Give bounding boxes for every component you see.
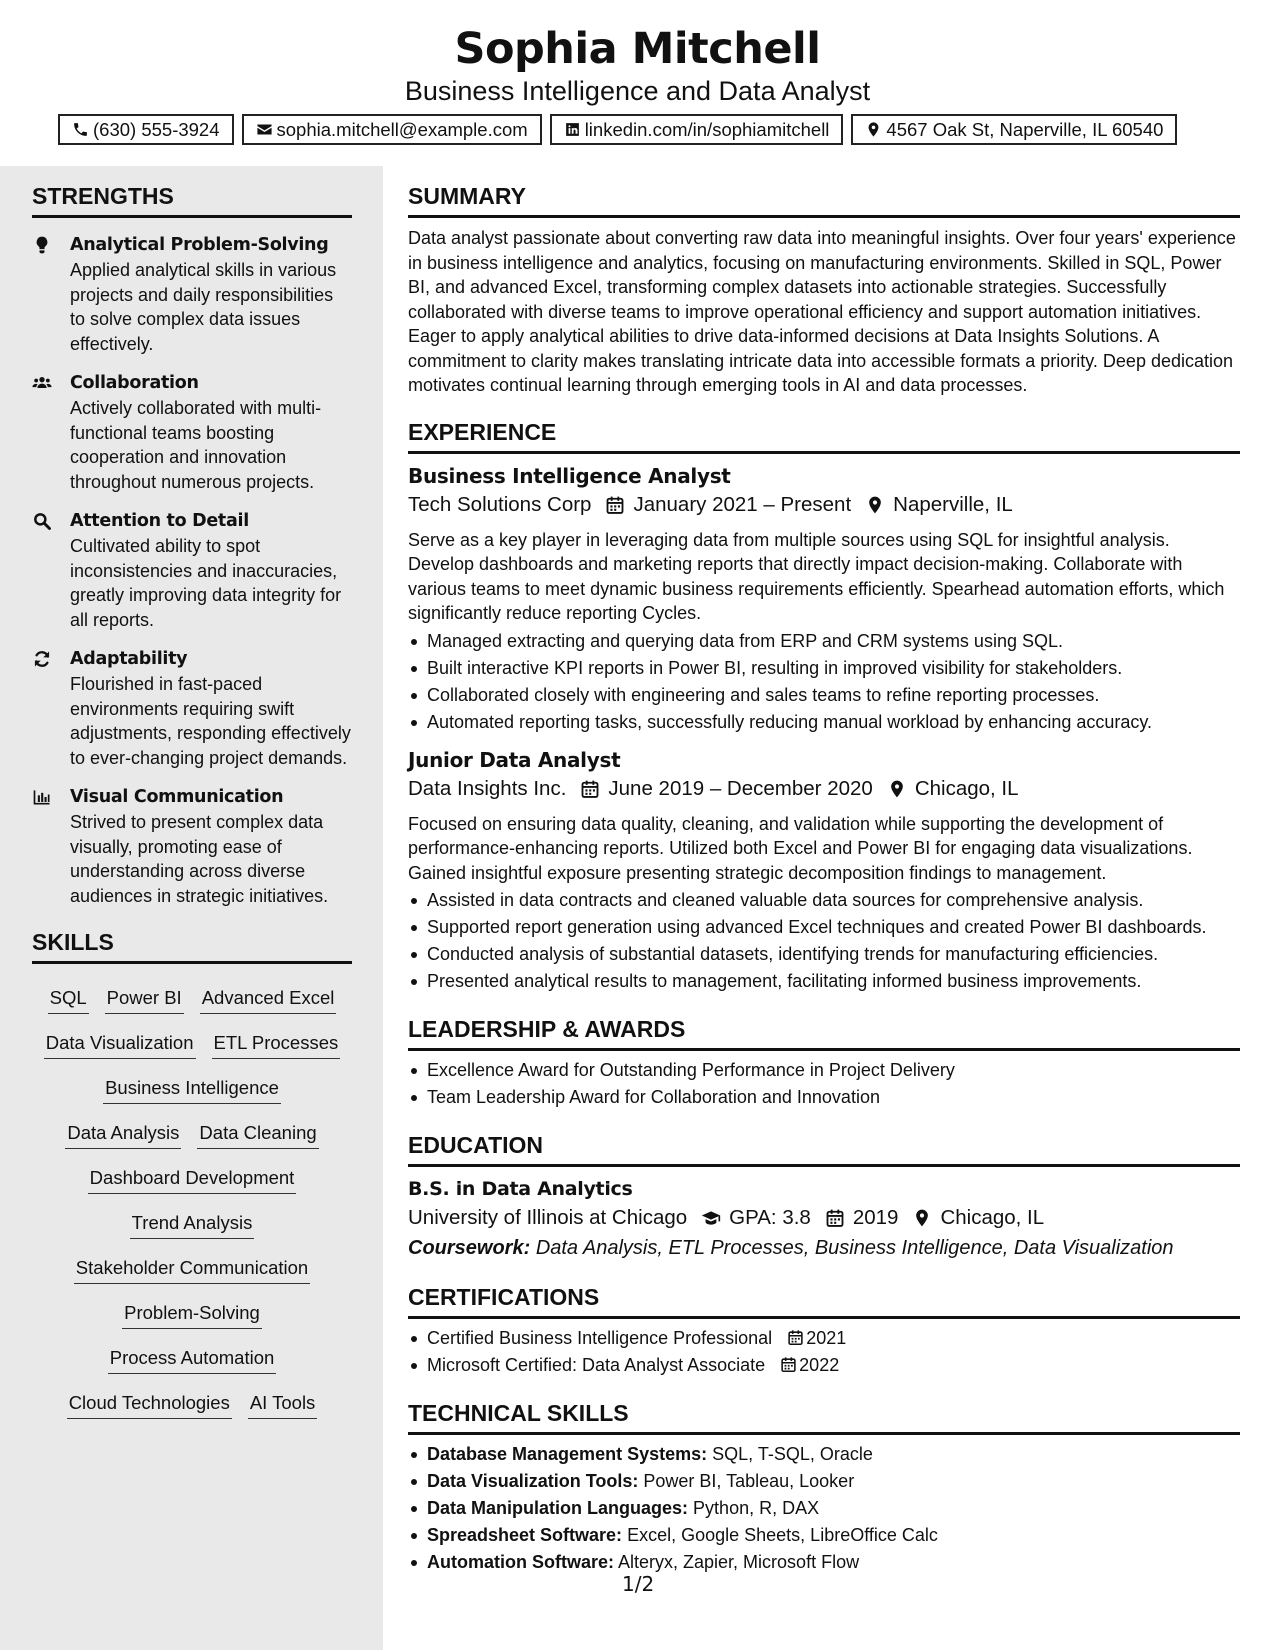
skill-tag: Advanced Excel [200, 986, 337, 1014]
skill-tag: Data Analysis [65, 1121, 181, 1149]
candidate-headline: Business Intelligence and Data Analyst [404, 76, 871, 106]
calendar-icon [825, 1208, 845, 1228]
list-item [408, 1522, 1240, 1549]
skill-tag: AI Tools [248, 1391, 317, 1419]
school-name: University of Illinois at Chicago [408, 1206, 688, 1229]
skills-list [32, 964, 352, 1419]
list-item: Excellence Award for Outstanding Performance in Project Delivery [408, 1057, 1240, 1084]
skill-tag: Problem-Solving [122, 1301, 262, 1329]
strength-item [32, 508, 352, 632]
users-icon [32, 373, 52, 393]
skill-tag: Stakeholder Communication [74, 1256, 310, 1284]
technical-skills-list [408, 1441, 1240, 1576]
bar-chart-icon [32, 787, 52, 807]
job-company: Data Insights Inc. [408, 776, 567, 800]
list-item: Managed extracting and querying data from ERP and CRM systems using SQL. [408, 628, 1240, 655]
skill-tag: Process Automation [108, 1346, 277, 1374]
search-icon [32, 511, 52, 531]
job-title: Junior Data Analyst [408, 747, 621, 772]
graduation-cap-icon [701, 1208, 721, 1228]
sidebar [32, 182, 352, 1419]
candidate-name: Sophia Mitchell [454, 24, 821, 74]
calendar-icon [605, 495, 625, 515]
strength-item [32, 784, 352, 908]
email-text: sophia.mitchell@example.com [276, 118, 528, 140]
job-bullets [408, 887, 1240, 995]
strength-title: Analytical Problem-Solving [70, 235, 329, 255]
resume-header [0, 20, 1275, 106]
job-company: Tech Solutions Corp [408, 492, 592, 516]
job-description: Serve as a key player in leveraging data from multiple sources using SQL for insightful analysis. Develop dashboards and marketing reports that directly impact decision-making. Collaborate with various teams to meet dynamic business requirements efficiently. Spearhead automation efforts, which significantly reduce reporting Cycles. [408, 529, 1225, 623]
gpa: GPA: 3.8 [729, 1206, 811, 1229]
awards-list [408, 1057, 1240, 1111]
tech-values: Power BI, Tableau, Looker [643, 1471, 855, 1491]
list-item: Team Leadership Award for Collaboration and Innovation [408, 1084, 1240, 1111]
map-marker-icon [865, 495, 885, 515]
certification-item [408, 1352, 1240, 1379]
list-item: Assisted in data contracts and cleaned valuable data sources for comprehensive analysis. [408, 887, 1240, 914]
tech-values: Excel, Google Sheets, LibreOffice Calc [627, 1525, 938, 1545]
strength-description: Applied analytical skills in various projects and daily responsibilities to solve complex data issues effectively. [70, 260, 337, 354]
strength-title: Visual Communication [70, 787, 284, 807]
experience-heading: EXPERIENCE [408, 418, 1240, 454]
tech-category: Automation Software: [427, 1552, 614, 1572]
list-item: Supported report generation using advanced Excel techniques and created Power BI dashboards. [408, 914, 1240, 941]
leadership-heading: LEADERSHIP & AWARDS [408, 1015, 1240, 1051]
list-item [408, 1495, 1240, 1522]
job-location: Chicago, IL [914, 776, 1019, 800]
education-meta [408, 1203, 1240, 1233]
tech-category: Spreadsheet Software: [427, 1525, 623, 1545]
strength-description: Flourished in fast-paced environments requiring swift adjustments, responding effectively to ever-changing project demands. [70, 674, 351, 768]
skill-tag: SQL [48, 986, 89, 1014]
certification-year: 2021 [806, 1328, 847, 1348]
strength-description: Cultivated ability to spot inconsistencies and inaccuracies, greatly improving data integrity for all reports. [70, 536, 342, 630]
strength-description: Actively collaborated with multi-functional teams boosting cooperation and innovation throughout numerous projects. [70, 398, 322, 492]
summary-heading: SUMMARY [408, 182, 1240, 218]
calendar-icon [787, 1329, 804, 1346]
certification-item [408, 1325, 1240, 1352]
skill-tag: Trend Analysis [130, 1211, 255, 1239]
tech-category: Data Manipulation Languages: [427, 1498, 689, 1518]
skill-tag: Power BI [105, 986, 184, 1014]
tech-values: SQL, T-SQL, Oracle [712, 1444, 873, 1464]
coursework-label: Coursework: [408, 1237, 531, 1259]
skills-heading: SKILLS [32, 928, 352, 964]
main-content [408, 182, 1240, 1576]
strength-title: Attention to Detail [70, 511, 249, 531]
sync-icon [32, 649, 52, 669]
strength-title: Adaptability [70, 649, 188, 669]
tech-values: Python, R, DAX [693, 1498, 820, 1518]
phone-icon [72, 121, 89, 138]
linkedin-icon [564, 121, 581, 138]
certifications-list [408, 1325, 1240, 1379]
graduation-year: 2019 [852, 1206, 899, 1229]
skill-tag: Cloud Technologies [67, 1391, 232, 1419]
page-number: 1/2 [622, 1572, 655, 1596]
strength-description: Strived to present complex data visually, promoting ease of understanding across diverse audiences in strategic initiatives. [70, 812, 329, 906]
coursework-list: Data Analysis, ETL Processes, Business Intelligence, Data Visualization [535, 1237, 1174, 1259]
list-item: Conducted analysis of substantial datasets, identifying trends for manufacturing efficiencies. [408, 941, 1240, 968]
calendar-icon [780, 1356, 797, 1373]
skill-tag: Data Visualization [44, 1031, 196, 1059]
certification-year: 2022 [799, 1355, 840, 1375]
job-meta [408, 490, 1240, 520]
certifications-heading: CERTIFICATIONS [408, 1283, 1240, 1319]
strength-item [32, 370, 352, 494]
job-dates: January 2021 – Present [633, 492, 852, 516]
contact-email[interactable] [242, 114, 542, 145]
address-text: 4567 Oak St, Naperville, IL 60540 [886, 118, 1164, 140]
job-title: Business Intelligence Analyst [408, 463, 731, 488]
job-location: Naperville, IL [893, 492, 1013, 516]
list-item: Collaborated closely with engineering and sales teams to refine reporting processes. [408, 682, 1240, 709]
strength-item [32, 646, 352, 770]
strengths-heading: STRENGTHS [32, 182, 352, 218]
skill-tag: ETL Processes [212, 1031, 341, 1059]
envelope-icon [256, 121, 273, 138]
contact-linkedin[interactable] [550, 114, 844, 145]
summary-text: Data analyst passionate about converting raw data into meaningful insights. Over four years' experience in business intelligence and analytics, focusing on manufacturing environments. Skilled in SQL, Power BI, and advanced Excel, transforming complex datasets into actionable strategies. Successfully collaborated with diverse teams to improve operational efficiency and support automation initiatives. Eager to apply analytical abilities to drive data-informed decisions at Data Insights Solutions. A commitment to clarity makes translating intricate data into accessible formats a priority. Deep dedication motivates continual learning through emerging tools in AI and data processes. [408, 228, 1236, 395]
job-bullets [408, 628, 1240, 736]
list-item [408, 1549, 1240, 1576]
list-item [408, 1441, 1240, 1468]
list-item: Automated reporting tasks, successfully reducing manual workload by enhancing accuracy. [408, 709, 1240, 736]
certification-name: Microsoft Certified: Data Analyst Associate [427, 1355, 766, 1375]
school-location: Chicago, IL [940, 1206, 1045, 1229]
skill-tag: Business Intelligence [103, 1076, 281, 1104]
job-description: Focused on ensuring data quality, cleaning, and validation while supporting the development of performance-enhancing reports. Utilized both Excel and Power BI for engaging data visualizations. Gained insightful exposure presenting strategic decomposition findings to management. [408, 813, 1193, 883]
degree-title: B.S. in Data Analytics [408, 1178, 633, 1200]
education-heading: EDUCATION [408, 1131, 1240, 1167]
strength-item [32, 232, 352, 356]
strength-title: Collaboration [70, 373, 199, 393]
list-item: Built interactive KPI reports in Power BI, resulting in improved visibility for stakeholders. [408, 655, 1240, 682]
tech-category: Database Management Systems: [427, 1444, 708, 1464]
skill-tag: Data Cleaning [197, 1121, 318, 1149]
certification-name: Certified Business Intelligence Professional [427, 1328, 773, 1348]
contact-bar [58, 114, 1177, 145]
map-marker-icon [865, 121, 882, 138]
list-item [408, 1468, 1240, 1495]
coursework [408, 1233, 1240, 1263]
map-marker-icon [887, 779, 907, 799]
calendar-icon [580, 779, 600, 799]
contact-phone[interactable] [58, 114, 234, 145]
tech-values: Alteryx, Zapier, Microsoft Flow [618, 1552, 860, 1572]
technical-skills-heading: TECHNICAL SKILLS [408, 1399, 1240, 1435]
lightbulb-icon [32, 235, 52, 255]
list-item: Presented analytical results to management, facilitating informed business improvements. [408, 968, 1240, 995]
skill-tag: Dashboard Development [88, 1166, 297, 1194]
job-meta [408, 774, 1240, 804]
phone-text: (630) 555-3924 [93, 118, 220, 140]
tech-category: Data Visualization Tools: [427, 1471, 639, 1491]
linkedin-text: linkedin.com/in/sophiamitchell [584, 118, 830, 140]
job-dates: June 2019 – December 2020 [608, 776, 873, 800]
contact-address [851, 114, 1177, 145]
map-marker-icon [912, 1208, 932, 1228]
